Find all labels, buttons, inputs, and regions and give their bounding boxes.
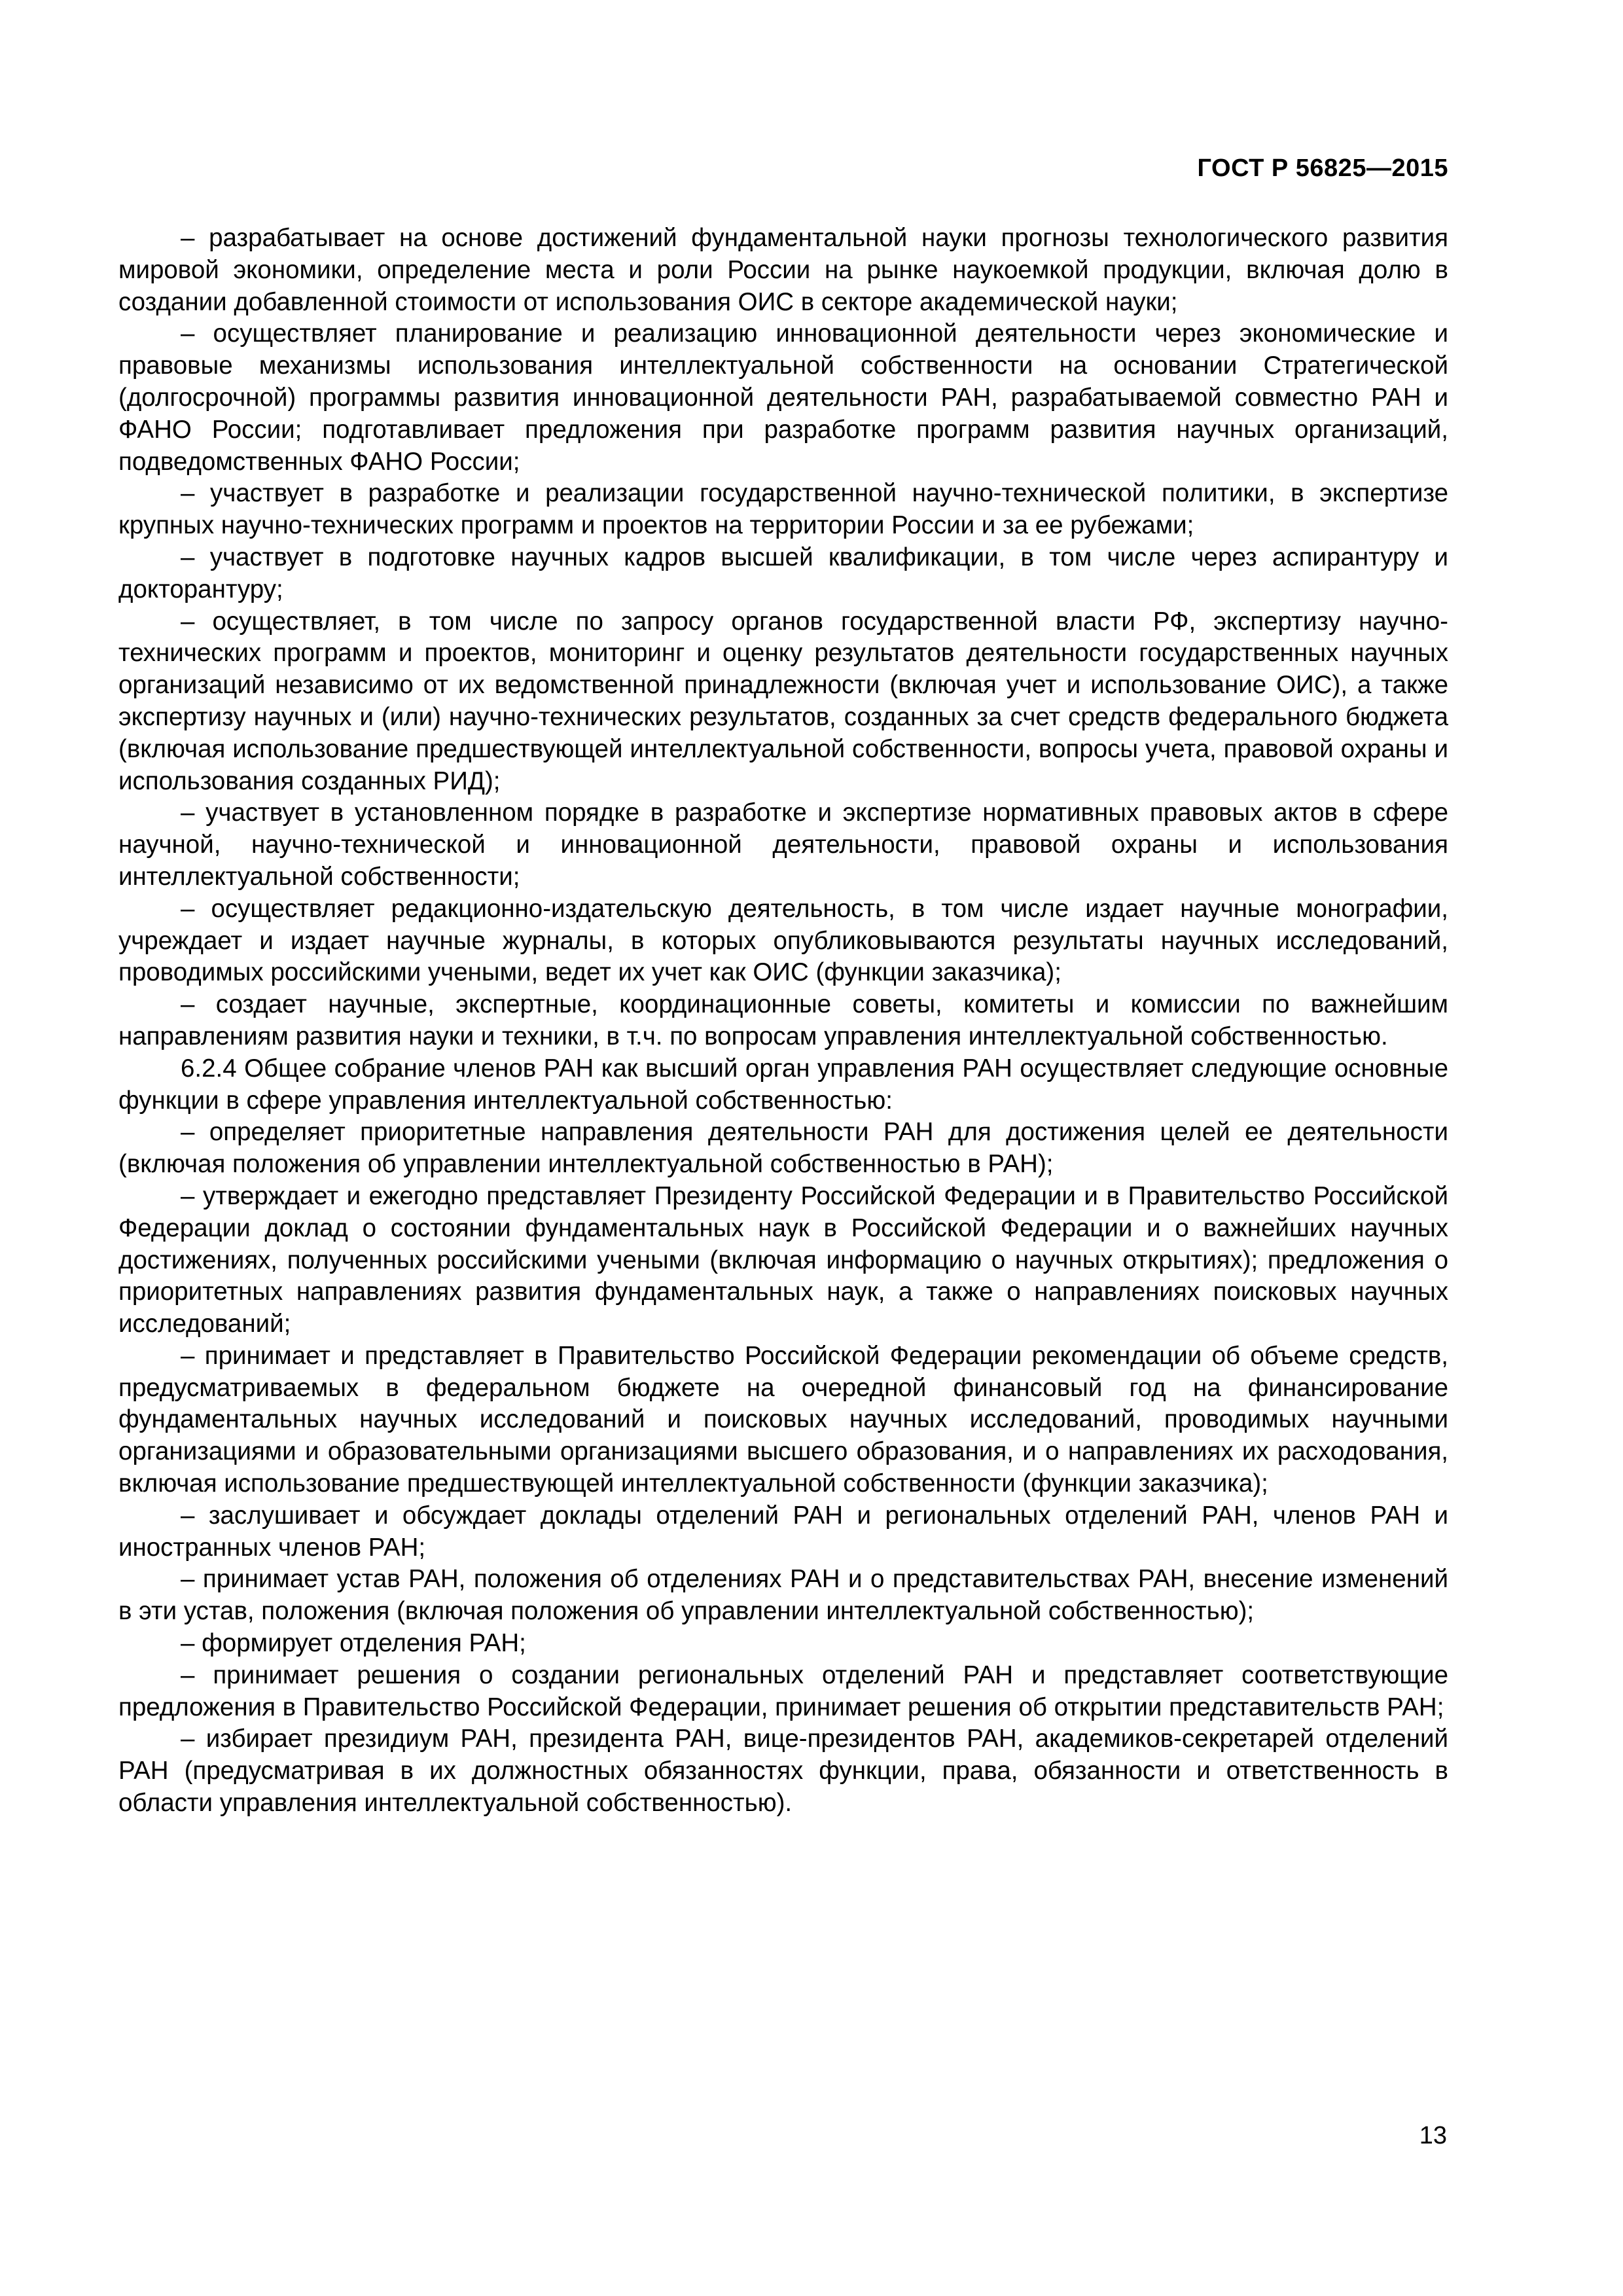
paragraph-5: – осуществляет, в том числе по запросу органов государственной власти РФ, экспертизу научно-технических программ и проектов, мониторинг и оценку результатов деятельности государственных научных организаций независимо от их ведомственной принадлежности (включая учет и использование ОИС), а также экспертизу научных и (или) научно-технических результатов, созданных за счет средств федерального бюджета (включая использование предшествующей интеллектуальной собственности, вопросы учета, правовой охраны и использования созданных РИД); — [118, 607, 1448, 795]
paragraph-12: – принимает и представляет в Правительство Российской Федерации рекомендации об объеме средств, предусматриваемых в федеральном бюджете на очередной финансовый год на финансирование фундаментальных научных исследований и поисковых научных исследований, проводимых научными организациями и образовательными организациями высшего образования, и о направлениях их расходования, включая использование предшествующей интеллектуальной собственности (функции заказчика); — [118, 1341, 1448, 1498]
paragraph-7: – осуществляет редакционно-издательскую деятельность, в том числе издает научные монографии, учреждает и издает научные журналы, в которых опубликовываются результаты научных исследований, проводимых российскими учеными, ведет их учет как ОИС (функции заказчика); — [118, 894, 1448, 987]
paragraph-3: – участвует в разработке и реализации государственной научно-технической политики, в экспертизе крупных научно-технических программ и проектов на территории России и за ее рубежами; — [118, 479, 1448, 540]
paragraph-8: – создает научные, экспертные, координационные советы, комитеты и комиссии по важнейшим направлениям развития науки и техники, в т.ч. по вопросам управления интеллектуальной собственностью. — [118, 990, 1448, 1050]
paragraph-16: – принимает решения о создании региональных отделений РАН и представляет соответствующие предложения в Правительство Российской Федерации, принимает решения об открытии представительств РАН; — [118, 1660, 1448, 1721]
document-body — [118, 223, 1448, 1820]
paragraph-1: – разрабатывает на основе достижений фундаментальной науки прогнозы технологического развития мировой экономики, определение места и роли России на рынке наукоемкой продукции, включая долю в создании добавленной стоимости от использования ОИС в секторе академической науки; — [118, 224, 1448, 316]
page-number: 13 — [1419, 2122, 1447, 2149]
section-6-2-4: 6.2.4 Общее собрание членов РАН как высший орган управления РАН осуществляет следующие основные функции в сфере управления интеллектуальной собственностью: — [118, 1054, 1448, 1115]
paragraph-10: – определяет приоритетные направления деятельности РАН для достижения целей ее деятельности (включая положения об управлении интеллектуальной собственностью в РАН); — [118, 1118, 1448, 1179]
paragraph-6: – участвует в установленном порядке в разработке и экспертизе нормативных правовых актов в сфере научной, научно-технической и инновационной деятельности, правовой охраны и использования интеллектуальной собственности; — [118, 798, 1448, 891]
paragraph-14: – принимает устав РАН, положения об отделениях РАН и о представительствах РАН, внесение изменений в эти устав, положения (включая положения об управлении интеллектуальной собственностью); — [118, 1565, 1448, 1626]
paragraph-17: – избирает президиум РАН, президента РАН, вице-президентов РАН, академиков-секретарей отделений РАН (предусматривая в их должностных обязанностях функции, права, обязанности и ответственность в области управления интеллектуальной собственностью). — [118, 1725, 1448, 1818]
paragraph-15: – формирует отделения РАН; — [181, 1629, 526, 1658]
paragraph-4: – участвует в подготовке научных кадров высшей квалификации, в том числе через аспирантуру и докторантуру; — [118, 543, 1448, 603]
paragraph-11: – утверждает и ежегодно представляет Президенту Российской Федерации и в Правительство Российской Федерации доклад о состоянии фундаментальных наук в Российской Федерации и о важнейших научных достижениях, полученных российскими учеными (включая информацию о научных открытиях); предложения о приоритетных направлениях развития фундаментальных наук, а также о направлениях поисковых научных исследований; — [118, 1181, 1448, 1338]
paragraph-2: – осуществляет планирование и реализацию инновационной деятельности через экономические и правовые механизмы использования интеллектуальной собственности на основании Стратегической (долгосрочной) программы развития инновационной деятельности РАН, разрабатываемой совместно РАН и ФАНО России; подготавливает предложения при разработке программ развития научных организаций, подведомственных ФАНО России; — [118, 319, 1448, 476]
paragraph-13: – заслушивает и обсуждает доклады отделений РАН и региональных отделений РАН, членов РАН и иностранных членов РАН; — [118, 1501, 1448, 1562]
document-header: ГОСТ Р 56825—2015 — [1197, 154, 1448, 182]
